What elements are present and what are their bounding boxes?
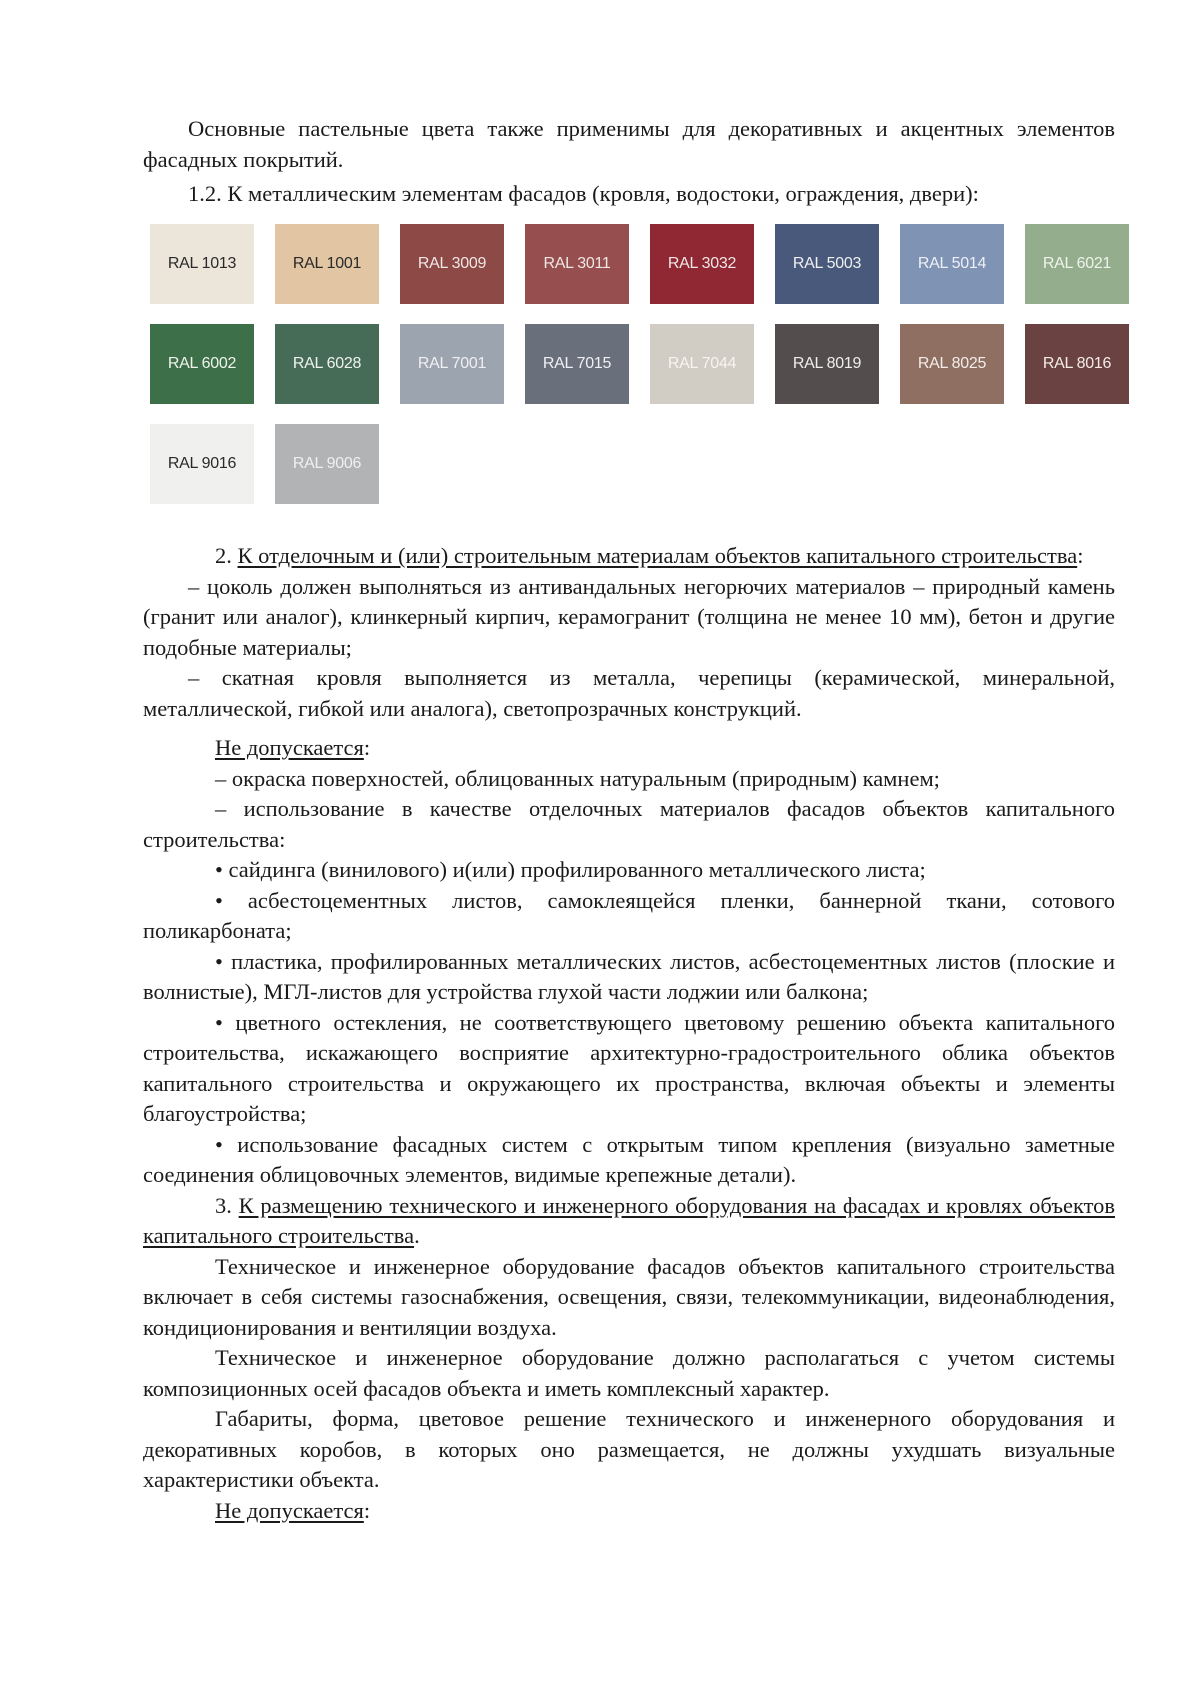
swatch-label: RAL 7015 [542, 354, 612, 372]
forbidden-item: – использование в качестве отделочных материалов фасадов объектов капитального строительства: [143, 796, 1115, 852]
color-swatch [275, 224, 379, 304]
swatch-label: RAL 6028 [292, 354, 362, 372]
section-2-item: – цоколь должен выполняться из антивандальных негорючих материалов – природный камень (гранит или аналог), клинкерный кирпич, керамогранит (толщина не менее 10 мм), бетон и другие подобные материалы; [143, 573, 1115, 660]
intro-block [143, 114, 1115, 210]
color-swatch [150, 224, 254, 304]
color-swatch [900, 324, 1004, 404]
section-3-title: К размещению технического и инженерного оборудования на фасадах и кровлях объектов капитального строительства [143, 1192, 1115, 1248]
color-swatch [525, 224, 629, 304]
color-swatch [650, 224, 754, 304]
ral-color-swatches [150, 224, 1130, 514]
section-3-number: 3. [215, 1192, 232, 1218]
swatch-label: RAL 8019 [792, 354, 862, 372]
swatch-label: RAL 8016 [1042, 354, 1112, 372]
swatch-label: RAL 3011 [543, 254, 611, 272]
color-swatch [650, 324, 754, 404]
color-swatch [775, 224, 879, 304]
bullet-item: • использование фасадных систем с открытым типом крепления (визуально заметные соединения облицовочных элементов, видимые крепежные детали). [143, 1131, 1115, 1187]
intro-paragraph: Основные пастельные цвета также применимы для декоративных и акцентных элементов фасадных покрытий. [143, 116, 1115, 172]
color-swatch [400, 224, 504, 304]
swatch-label: RAL 9016 [167, 454, 237, 472]
color-swatch [150, 324, 254, 404]
color-swatch [275, 424, 379, 504]
swatch-label: RAL 1001 [292, 254, 362, 272]
forbidden-label: Не допускается [215, 735, 364, 760]
swatch-label: RAL 7001 [417, 354, 487, 372]
section-2-item: – скатная кровля выполняется из металла, черепицы (керамической, минеральной, металлической, гибкой или аналога), светопрозрачных конструкций. [143, 665, 1115, 721]
forbidden-colon-2: : [363, 1497, 371, 1523]
swatch-label: RAL 3009 [417, 254, 487, 272]
color-swatch [1025, 224, 1129, 304]
section-2-heading [143, 541, 1115, 572]
heading-1-2: 1.2. К металлическим элементам фасадов (кровля, водостоки, ограждения, двери): [188, 181, 979, 206]
swatch-label: RAL 6002 [167, 354, 237, 372]
section-2-colon: : [1077, 543, 1084, 568]
forbidden-label-2: Не допускается [215, 1497, 364, 1523]
color-swatch [525, 324, 629, 404]
swatch-label: RAL 5003 [792, 254, 862, 272]
bullet-item: • сайдинга (винилового) и(или) профилированного металлического листа; [215, 857, 926, 882]
swatch-label: RAL 1013 [167, 254, 237, 272]
section-3-heading [143, 1191, 1115, 1252]
swatch-label: RAL 6021 [1042, 254, 1112, 272]
section-3-paragraph: Техническое и инженерное оборудование должно располагаться с учетом системы композиционных осей фасадов объекта и иметь комплексный характер. [143, 1345, 1115, 1401]
color-swatch [150, 424, 254, 504]
section-3-dot: . [414, 1223, 420, 1248]
section-2 [143, 541, 1115, 1526]
swatch-label: RAL 7044 [667, 354, 737, 372]
swatch-label: RAL 3032 [667, 254, 737, 272]
forbidden-heading-2 [143, 1496, 1115, 1527]
forbidden-colon: : [363, 735, 371, 760]
color-swatch [1025, 324, 1129, 404]
color-swatch [900, 224, 1004, 304]
forbidden-item: – окраска поверхностей, облицованных натуральным (природным) камнем; [215, 765, 940, 791]
forbidden-heading [143, 733, 1115, 764]
color-swatch [275, 324, 379, 404]
color-swatch [400, 324, 504, 404]
swatch-label: RAL 5014 [917, 254, 987, 272]
color-swatch [775, 324, 879, 404]
bullet-item: • пластика, профилированных металлических листов, асбестоцементных листов (плоские и волнистые), МГЛ-листов для устройства глухой части лоджии или балкона; [143, 948, 1115, 1004]
section-2-number: 2. [215, 543, 232, 568]
section-3-paragraph: Техническое и инженерное оборудование фасадов объектов капитального строительства включает в себя системы газоснабжения, освещения, связи, телекоммуникации, видеонаблюдения, кондиционирования и вентиляции воздуха. [143, 1253, 1115, 1340]
bullet-item: • цветного остекления, не соответствующего цветовому решению объекта капитального строительства, искажающего восприятие архитектурно-градостроительного облика объектов капитального строительства и окружающего их пространства, включая объекты и элементы благоустройства; [143, 1009, 1115, 1126]
bullet-item: • асбестоцементных листов, самоклеящейся пленки, баннерной ткани, сотового поликарбоната; [143, 887, 1115, 943]
swatch-label: RAL 8025 [917, 354, 987, 372]
swatch-label: RAL 9006 [292, 454, 362, 472]
section-2-title: К отделочным и (или) строительным материалам объектов капитального строительства [237, 543, 1078, 568]
section-3-paragraph: Габариты, форма, цветовое решение технического и инженерного оборудования и декоративных коробов, в которых оно размещается, не должны ухудшать визуальные характеристики объекта. [143, 1406, 1115, 1492]
